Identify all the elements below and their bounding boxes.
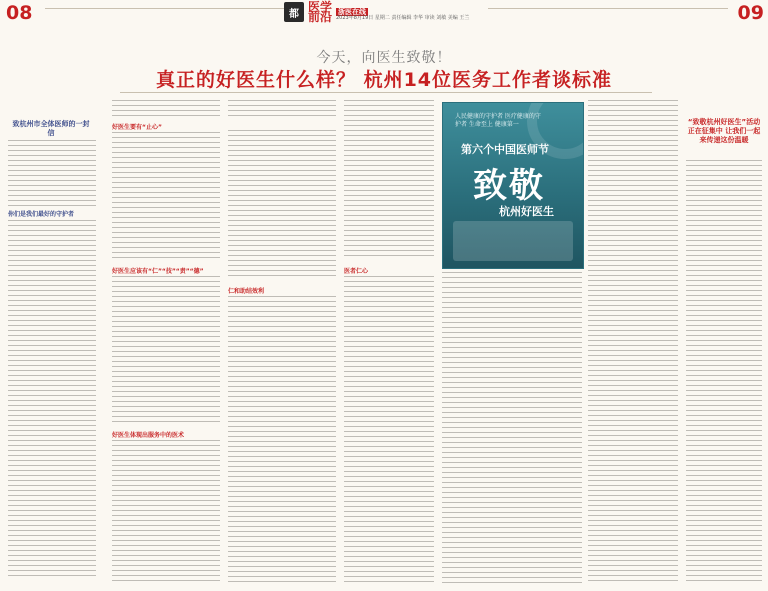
poster-tagline: 人民健康的守护者 医疗健康的守护者 生命至上 健康第一 [455, 113, 541, 128]
campaign-body-text [686, 160, 762, 585]
article-subhead: 好医生应该有“仁”“技”“责”“德” [112, 268, 204, 275]
article-body-text [588, 100, 678, 585]
article-subhead: 好医生体现出服务中的医术 [112, 432, 185, 439]
article-subhead: 好医生要有“止心” [112, 124, 162, 131]
headline-kicker: 今天，向医生致敬！ [316, 50, 452, 66]
doctors-day-poster [442, 102, 584, 269]
headline-rule [120, 92, 652, 93]
poster-big-title: 致敬 [473, 166, 545, 206]
article-body-text [344, 276, 434, 585]
article-body-text [112, 132, 220, 262]
poster-festival: 第六个中国医师节 [461, 143, 549, 156]
article-column-3 [344, 100, 434, 585]
letter-body-text [8, 140, 96, 206]
campaign-title: “致敬杭州好医生”活动正在征集中 让我们一起来传递这份温暖 [687, 118, 761, 144]
letter-title: 致杭州市全体医师的一封信 [12, 120, 90, 137]
page-number-right: 09 [737, 2, 764, 24]
article-body-text [112, 100, 220, 118]
paper-name-text: 浙医在线 [338, 8, 366, 16]
newspaper-logo: 都 [284, 2, 304, 22]
dateline: 2023年8月19日 星期二 责任编辑 李华 审读 刘敏 美编 王兰 [336, 15, 470, 21]
article-column-5 [588, 100, 678, 585]
page-number-left: 08 [6, 2, 33, 24]
page-header [0, 0, 768, 24]
header-rule-left [45, 8, 285, 9]
campaign-column [686, 160, 762, 585]
headline-title: 真正的好医生什么样？ 杭州14位医务工作者谈标准 [155, 69, 613, 91]
section-title: 医学 前沿 [308, 0, 333, 24]
letter-column [8, 140, 96, 580]
article-body-text [228, 296, 336, 585]
article-body-text [442, 272, 582, 585]
article-body-text [112, 440, 220, 585]
poster-card [453, 221, 573, 261]
article-body-text [112, 276, 220, 426]
poster-city: 杭州好医生 [499, 205, 554, 218]
article-subhead: 医者仁心 [344, 268, 369, 275]
article-column-1 [112, 100, 220, 585]
article-body-text [228, 100, 336, 116]
article-body-text [344, 100, 434, 260]
header-rule-right [488, 8, 728, 9]
article-column-2 [228, 100, 336, 585]
letter-body-text [8, 220, 96, 580]
letter-subhead: 你们是我们最好的守护者 [8, 211, 75, 218]
article-column-4 [442, 272, 582, 585]
article-subhead: 仁和助结效利 [228, 288, 265, 295]
article-body-text [228, 130, 336, 280]
